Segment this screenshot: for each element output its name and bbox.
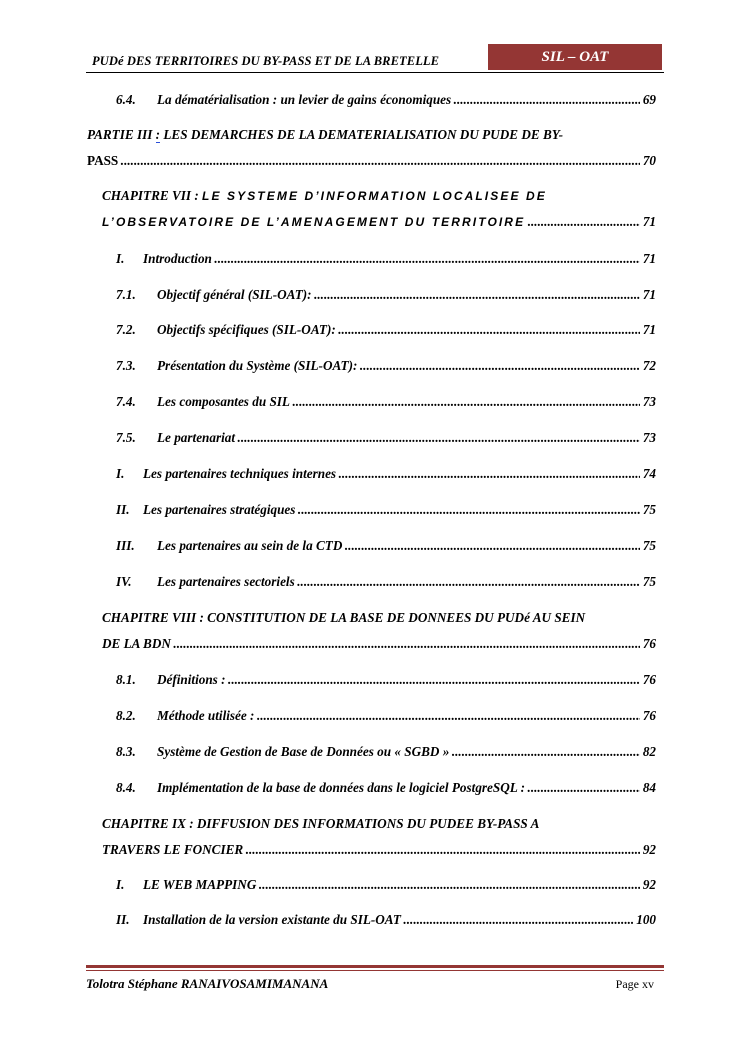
toc-leader-dots	[292, 394, 640, 410]
toc-entry-title: TRAVERS LE FONCIER	[102, 842, 244, 857]
toc-entry-number: II.	[116, 912, 130, 927]
toc-leader-dots	[403, 912, 633, 928]
footer-page-number: Page xv	[615, 977, 654, 991]
toc-leader-dots	[359, 358, 639, 374]
toc-entry-number: 7.4.	[116, 394, 136, 409]
toc-entry-page: 69	[642, 92, 656, 107]
toc-leader-dots	[453, 92, 640, 108]
toc-entry-page: 73	[642, 394, 656, 409]
page-footer	[86, 965, 664, 1005]
toc-entry[interactable]	[116, 92, 656, 108]
toc-leader-dots	[173, 636, 640, 652]
toc-entry-number: I.	[116, 877, 125, 892]
toc-leader-dots	[527, 214, 640, 230]
toc-entry-title: Présentation du Système (SIL-OAT):	[157, 358, 358, 373]
toc-entry-page: 71	[642, 214, 656, 229]
toc-entry-page: 72	[642, 358, 656, 373]
toc-entry-page: 74	[642, 466, 656, 481]
toc-entry-title: LE WEB MAPPING	[143, 877, 257, 892]
toc-part-title-line1a: PARTIE III	[87, 127, 156, 142]
toc-entry-number: II.	[116, 502, 130, 517]
toc-chapter-title-line1: CHAPITRE IX : DIFFUSION DES INFORMATIONS DU PUDEE BY-PASS A	[102, 816, 540, 831]
toc-entry-title: Objectif général (SIL-OAT):	[157, 287, 312, 302]
toc-entry-title: Implémentation de la base de données dans le logiciel PostgreSQL :	[157, 780, 526, 795]
toc-entry-page: 92	[642, 877, 656, 892]
toc-entry[interactable]	[116, 287, 656, 303]
toc-entry-number: 7.1.	[116, 287, 136, 302]
toc-chapter-title[interactable]	[102, 816, 539, 832]
toc-leader-dots	[338, 466, 640, 482]
toc-entry-page: 73	[642, 430, 656, 445]
toc-leader-dots	[120, 153, 640, 169]
toc-entry-title: Objectifs spécifiques (SIL-OAT):	[157, 322, 336, 337]
toc-leader-dots	[214, 251, 640, 267]
toc-entry-page: 75	[642, 538, 656, 553]
toc-entry-page: 82	[642, 744, 656, 759]
toc-leader-dots	[228, 672, 640, 688]
toc-entry[interactable]	[102, 636, 656, 652]
toc-leader-dots	[451, 744, 639, 760]
toc-entry[interactable]	[116, 672, 656, 688]
toc-entry[interactable]	[116, 538, 656, 554]
toc-chapter-prefix: CHAPITRE VII :	[102, 188, 203, 203]
toc-leader-dots	[527, 780, 640, 796]
toc-entry[interactable]	[102, 214, 656, 230]
toc-entry[interactable]	[116, 358, 656, 374]
toc-entry-page: 71	[642, 322, 656, 337]
toc-entry[interactable]	[116, 466, 656, 482]
toc-entry-number: 8.2.	[116, 708, 136, 723]
toc-entry-number: 8.3.	[116, 744, 136, 759]
toc-leader-dots	[344, 538, 639, 554]
toc-entry-page: 75	[642, 502, 656, 517]
toc-entry[interactable]	[116, 912, 656, 928]
toc-entry-page: 71	[642, 251, 656, 266]
toc-entry-title: Système de Gestion de Base de Données ou « SGBD »	[157, 744, 450, 759]
toc-entry[interactable]	[87, 153, 656, 169]
toc-part-title[interactable]	[87, 127, 563, 143]
toc-entry-title: La dématérialisation : un levier de gains économiques	[157, 92, 452, 107]
toc-chapter-title[interactable]	[102, 188, 547, 204]
toc-chapter-title-line1: CHAPITRE VIII : CONSTITUTION DE LA BASE DE DONNEES DU PUDé AU SEIN	[102, 610, 586, 625]
header-badge: SIL – OAT	[488, 44, 662, 70]
footer-rule-thick	[86, 965, 664, 968]
toc-entry-title: Définitions :	[157, 672, 226, 687]
toc-entry[interactable]	[116, 322, 656, 338]
toc-entry-number: 6.4.	[116, 92, 136, 107]
toc-entry[interactable]	[116, 502, 656, 518]
toc-entry-title: DE LA BDN	[102, 636, 171, 651]
toc-entry[interactable]	[116, 780, 656, 796]
toc-part-title-colon: :	[155, 127, 161, 142]
toc-entry-page: 100	[636, 912, 656, 927]
toc-entry-title: Les partenaires stratégiques	[143, 502, 296, 517]
toc-entry-page: 76	[642, 708, 656, 723]
toc-entry-title: Les partenaires techniques internes	[143, 466, 337, 481]
toc-entry-number: I.	[116, 251, 125, 266]
page-header	[86, 44, 664, 74]
toc-entry-number: 8.1.	[116, 672, 136, 687]
toc-entry-page: 76	[642, 636, 656, 651]
toc-entry-page: 75	[642, 574, 656, 589]
toc-entry-title: Le partenariat	[157, 430, 236, 445]
toc-entry[interactable]	[116, 744, 656, 760]
toc-entry[interactable]	[102, 842, 656, 858]
footer-rule-thin	[86, 970, 664, 971]
toc-entry-number: I.	[116, 466, 125, 481]
toc-entry[interactable]	[116, 877, 656, 893]
toc-entry-title: Méthode utilisée :	[157, 708, 255, 723]
toc-entry-number: 7.5.	[116, 430, 136, 445]
toc-entry-number: III.	[116, 538, 135, 553]
toc-leader-dots	[297, 502, 639, 518]
toc-leader-dots	[338, 322, 640, 338]
toc-entry-page: 76	[642, 672, 656, 687]
toc-entry-title: Introduction	[143, 251, 212, 266]
toc-entry[interactable]	[116, 394, 656, 410]
toc-entry-title: PASS	[87, 153, 119, 168]
toc-entry[interactable]	[116, 430, 656, 446]
toc-entry-title: Les partenaires au sein de la CTD	[157, 538, 343, 553]
toc-leader-dots	[258, 877, 639, 893]
toc-entry-page: 84	[642, 780, 656, 795]
toc-entry-page: 92	[642, 842, 656, 857]
header-title: PUDé DES TERRITOIRES DU BY-PASS ET DE LA BRETELLE	[92, 54, 440, 68]
toc-chapter-title[interactable]	[102, 610, 585, 626]
toc-entry[interactable]	[116, 708, 656, 724]
toc-entry[interactable]	[116, 251, 656, 267]
toc-chapter-title-line1: LE SYSTEME D’INFORMATION LOCALISEE DE	[202, 189, 547, 203]
toc-entry-title: Installation de la version existante du SIL-OAT	[143, 912, 401, 927]
toc-entry-title: Les partenaires sectoriels	[157, 574, 295, 589]
toc-leader-dots	[245, 842, 640, 858]
toc-entry-title: Les composantes du SIL	[157, 394, 290, 409]
toc-entry-number: IV.	[116, 574, 132, 589]
toc-leader-dots	[297, 574, 640, 590]
toc-leader-dots	[256, 708, 639, 724]
toc-entry-number: 8.4.	[116, 780, 136, 795]
toc-leader-dots	[314, 287, 640, 303]
toc-entry-number: 7.2.	[116, 322, 136, 337]
toc-entry-number: 7.3.	[116, 358, 136, 373]
toc-part-title-line1b: LES DEMARCHES DE LA DEMATERIALISATION DU PUDE DE BY-	[160, 127, 563, 142]
toc-entry[interactable]	[116, 574, 656, 590]
header-rule	[86, 72, 664, 73]
toc-entry-title: L’OBSERVATOIRE DE L’AMENAGEMENT DU TERRITOIRE	[102, 215, 526, 229]
toc-leader-dots	[237, 430, 640, 446]
toc-entry-page: 71	[642, 287, 656, 302]
footer-author: Tolotra Stéphane RANAIVOSAMIMANANA	[86, 976, 329, 991]
toc-entry-page: 70	[642, 153, 656, 168]
